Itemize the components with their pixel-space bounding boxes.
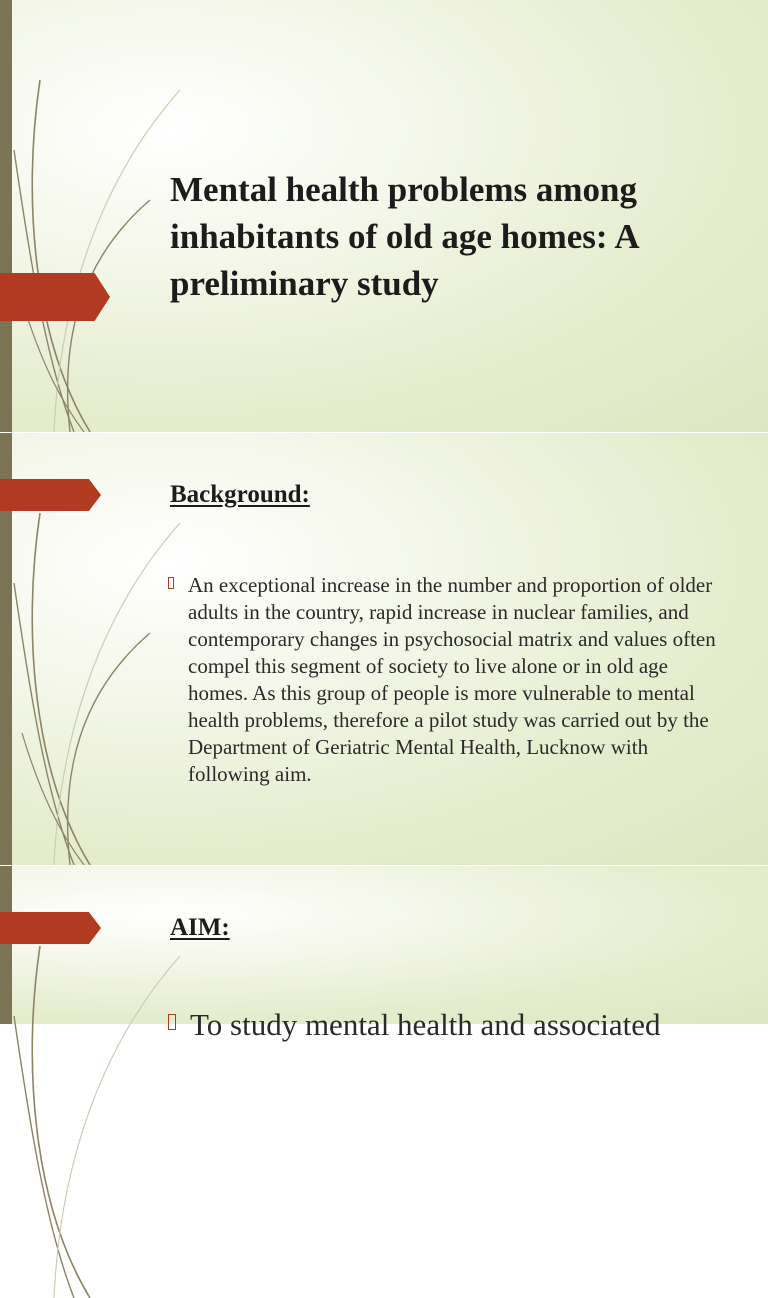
bullet-item <box>168 572 728 788</box>
accent-tab <box>0 273 110 321</box>
bullet-item <box>168 1006 748 1044</box>
slide-aim <box>0 866 768 1042</box>
slide-title <box>0 0 768 432</box>
slide-background <box>0 433 768 865</box>
accent-tab <box>0 479 101 511</box>
bullet-text: An exceptional increase in the number and proportion of older adults in the country, rapid increase in nuclear families, and contemporary changes in psychosocial matrix and values often compel this segment of society to live alone or in old age homes. As this group of people is more vulnerable to mental health problems, therefore a pilot study was carried out by the Department of Geriatric Mental Health, Lucknow with following aim. <box>188 573 716 786</box>
slide-title-text: Mental health problems among inhabitants of old age homes: A preliminary study <box>170 170 638 303</box>
bullet-text: To study mental health and associated <box>190 1007 661 1042</box>
square-bullet-icon <box>168 577 174 589</box>
accent-tab <box>0 912 101 944</box>
background-heading: Background: <box>170 481 310 508</box>
aim-heading: AIM: <box>170 914 230 941</box>
square-bullet-icon <box>168 1014 176 1030</box>
